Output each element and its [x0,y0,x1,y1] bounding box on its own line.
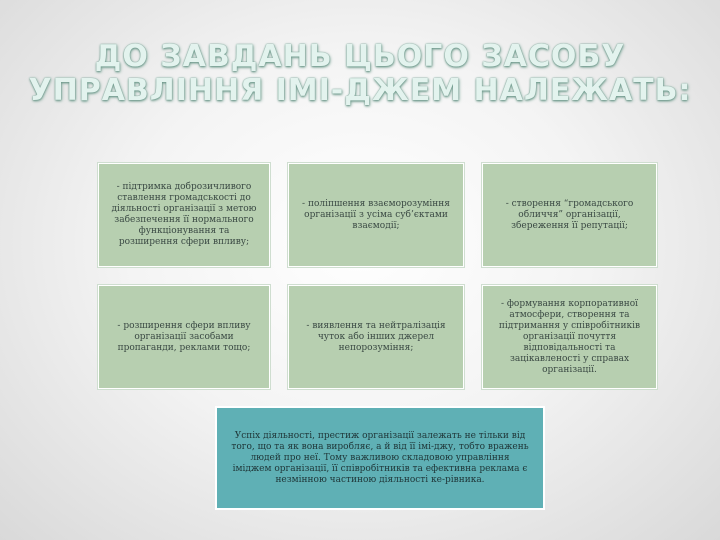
task-box-3 [482,163,657,267]
task-text-1: - підтримка доброзичливого ставлення громадськості до діяльності організації з метою забезпечення її нормального функціонування та розширення сфери впливу; [111,182,257,247]
task-text-4: - розширення сфери впливу організації засобами пропаганди, реклами тощо; [117,320,251,353]
summary-box [215,406,545,510]
task-box-6 [482,285,657,389]
task-box-1 [98,163,270,267]
title-line-2: УПРАВЛІННЯ ІМІ-ДЖЕМ НАЛЕЖАТЬ: [28,73,692,108]
task-text-3: - створення “громадського обличчя” організації, збереження її репутації; [505,198,634,231]
task-text-5: - виявлення та нейтралізація чуток або інших джерел непорозуміння; [306,320,446,353]
title-line-1: ДО ЗАВДАНЬ ЦЬОГО ЗАСОБУ [94,39,626,74]
task-box-2 [288,163,464,267]
task-box-5 [288,285,464,389]
task-text-6: - формування корпоративної атмосфери, створення та підтримання у співробітників організації почуття відповідальності та зацікавленості у справах організації. [498,298,641,375]
slide-title [0,40,720,108]
task-box-4 [98,285,270,389]
summary-text: Успіх діяльності, престиж організації залежать не тільки від того, що та як вона виробляє, а й від її імі-джу, тобто вражень людей про неї. Тому важливою складовою управління іміджем організації, її співробітників та ефективна реклама є незмінною частиною діяльності ке-рівника. [231,430,529,485]
task-text-2: - поліпшення взаєморозуміння організації з усіма суб’єктами взаємодії; [302,198,450,231]
